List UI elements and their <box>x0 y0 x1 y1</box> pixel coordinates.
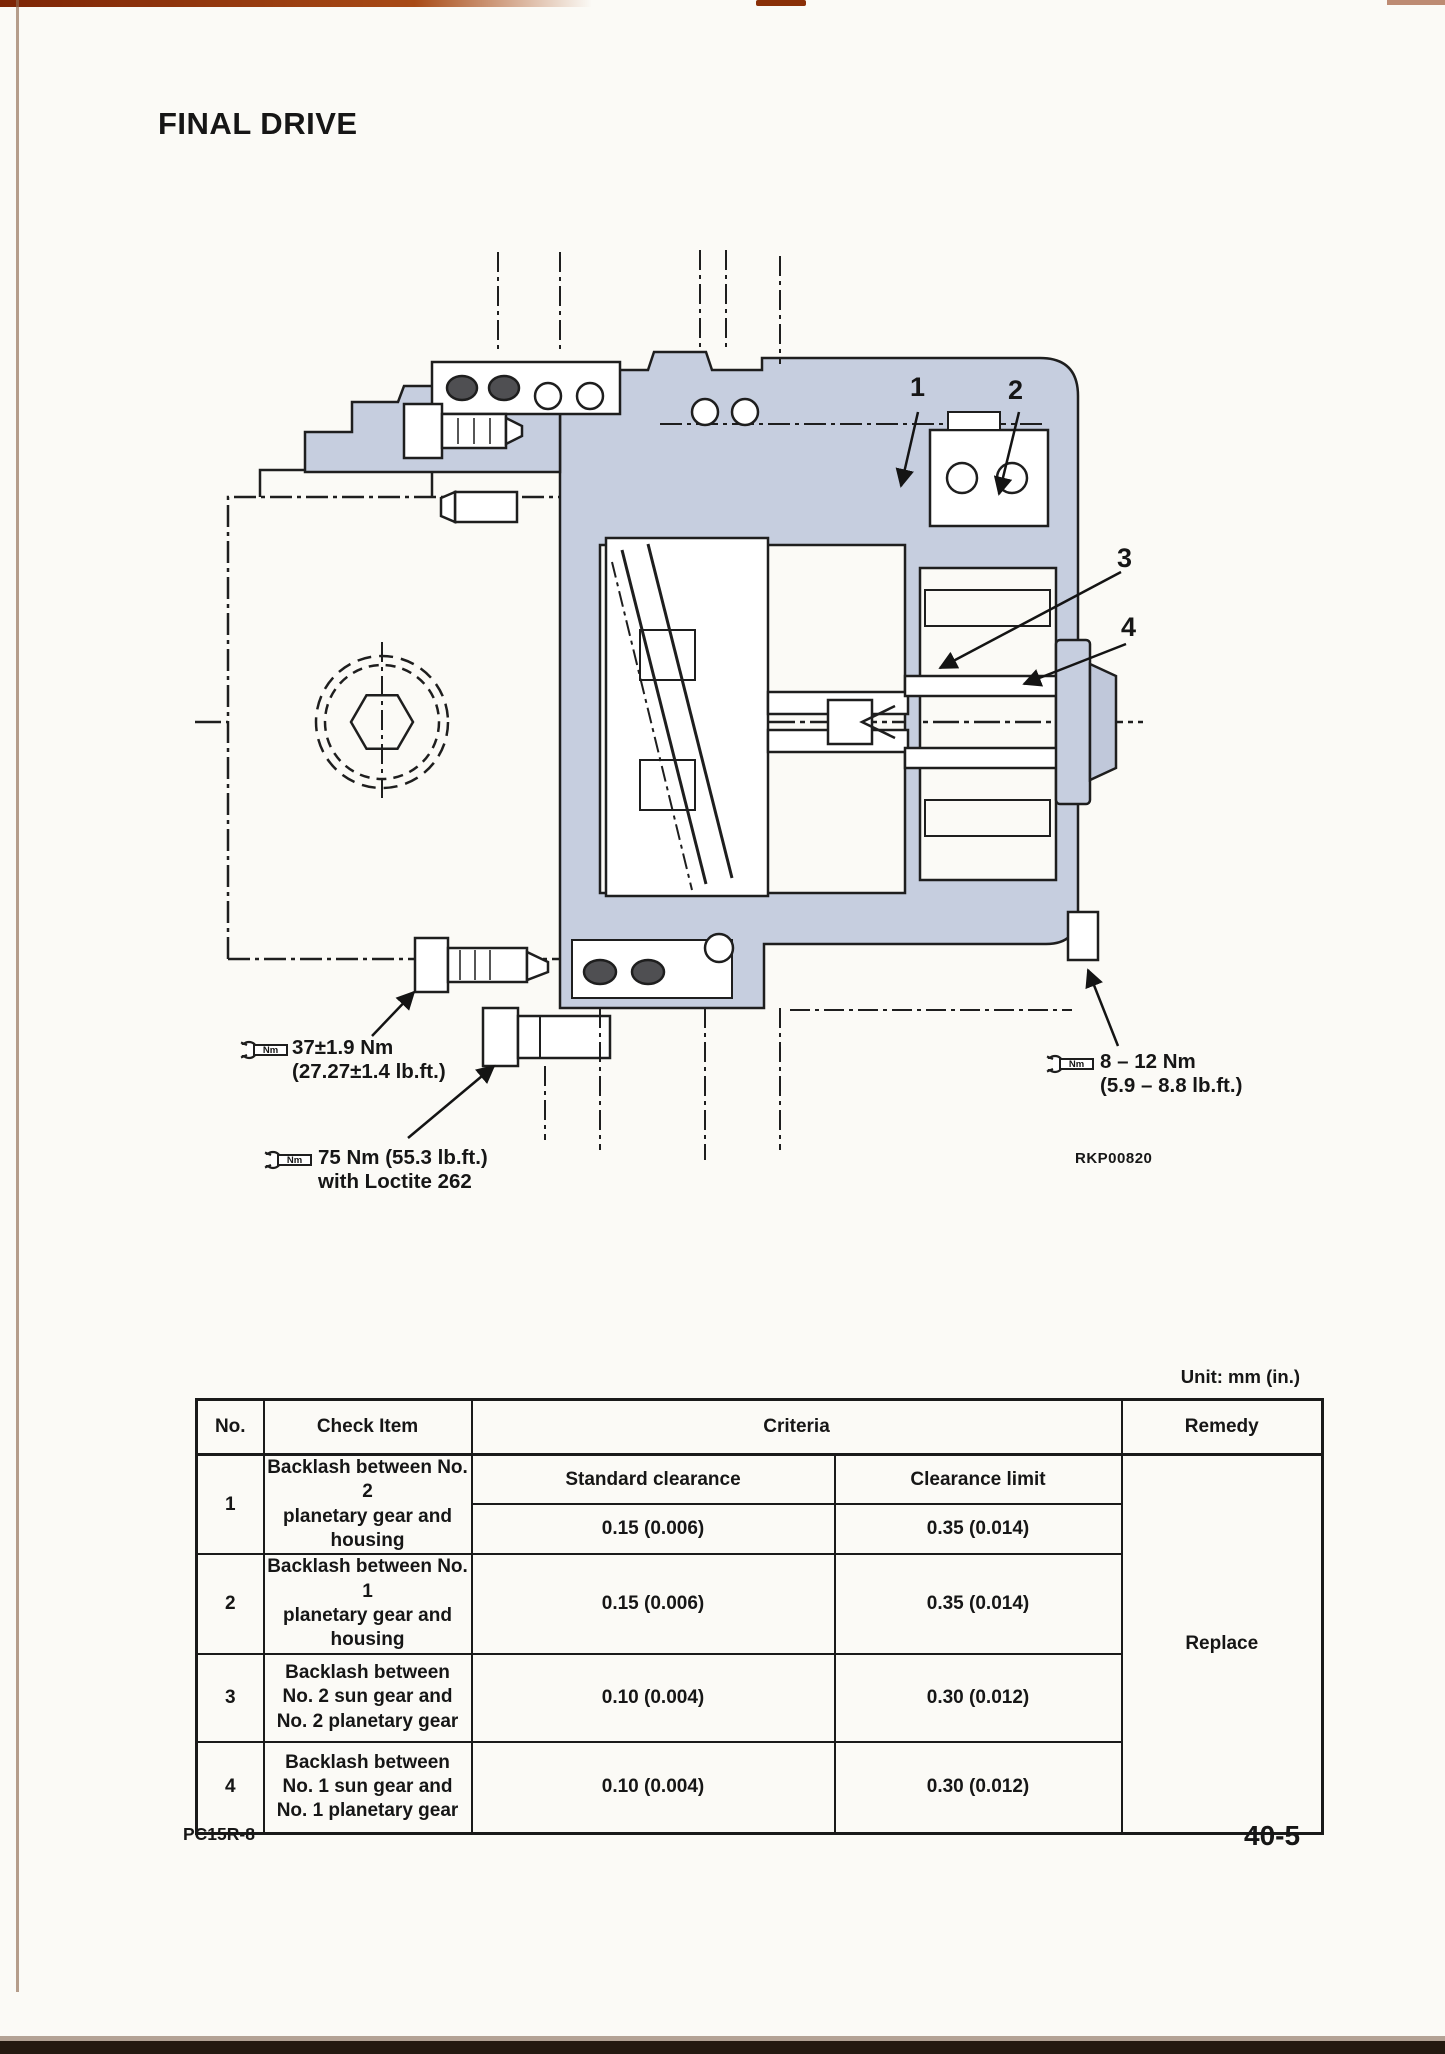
torque-wrench-icon <box>262 1152 311 1168</box>
subheader-clearance-limit: Clearance limit <box>835 1455 1122 1505</box>
callout-label-2: 2 <box>1008 375 1024 405</box>
row-no: 1 <box>197 1455 264 1555</box>
table-header-row <box>197 1400 1323 1455</box>
torque-note-75nm <box>318 1146 488 1194</box>
clearance-limit-value: 0.35 (0.014) <box>835 1504 1122 1554</box>
row-no: 4 <box>197 1742 264 1834</box>
svg-text:Nm: Nm <box>262 1045 279 1057</box>
torque-wrench-icon <box>1044 1056 1093 1072</box>
svg-text:Nm: Nm <box>286 1155 303 1167</box>
clearance-limit-value: 0.30 (0.012) <box>835 1654 1122 1742</box>
torque-note-loctite: with Loctite 262 <box>318 1170 472 1193</box>
row-no: 2 <box>197 1554 264 1653</box>
planet-carrier <box>606 538 768 896</box>
header-remedy: Remedy <box>1122 1400 1323 1455</box>
header-no: No. <box>197 1400 264 1455</box>
standard-clearance-value: 0.15 (0.006) <box>472 1554 835 1653</box>
standard-clearance-value: 0.15 (0.006) <box>472 1504 835 1554</box>
torque-value-imperial: (5.9 – 8.8 lb.ft.) <box>1100 1074 1243 1097</box>
row-no: 3 <box>197 1654 264 1742</box>
left-check-plug <box>441 492 517 522</box>
backlash-spec-table <box>195 1398 1324 1835</box>
page-number: 40-5 <box>1244 1820 1301 1851</box>
clearance-limit-value: 0.35 (0.014) <box>835 1554 1122 1653</box>
check-item-cell: Backlash between No. 2 planetary gear and housing <box>264 1455 472 1555</box>
torque-value: 75 Nm (55.3 lb.ft.) <box>318 1146 488 1169</box>
check-item-cell: Backlash between No. 2 sun gear and No. 2 planetary gear <box>264 1654 472 1742</box>
callout-label-4: 4 <box>1121 612 1137 642</box>
clearance-limit-value: 0.30 (0.012) <box>835 1742 1122 1834</box>
table-row-1a <box>197 1455 1323 1505</box>
figure-code: RKP00820 <box>1075 1150 1153 1167</box>
torque-note-8-12nm <box>1100 1050 1242 1098</box>
unit-label: Unit: mm (in.) <box>1180 1366 1300 1387</box>
callout-label-1: 1 <box>910 372 926 402</box>
torque-note-37nm <box>292 1036 446 1084</box>
torque-value: 8 – 12 Nm <box>1100 1050 1196 1073</box>
no2-planetary-gear-set <box>930 412 1048 526</box>
footer-model-code: PC15R-8 <box>183 1824 255 1844</box>
check-item-cell: Backlash between No. 1 sun gear and No. 1 planetary gear <box>264 1742 472 1834</box>
header-check-item: Check Item <box>264 1400 472 1455</box>
standard-clearance-value: 0.10 (0.004) <box>472 1742 835 1834</box>
header-criteria: Criteria <box>472 1400 1122 1455</box>
torque-wrench-icon <box>238 1042 287 1058</box>
check-item-cell: Backlash between No. 1 planetary gear and housing <box>264 1554 472 1653</box>
torque-value: 37±1.9 Nm <box>292 1036 394 1059</box>
svg-text:Nm: Nm <box>1068 1059 1085 1071</box>
torque-value-imperial: (27.27±1.4 lb.ft.) <box>292 1060 446 1083</box>
page-title: FINAL DRIVE <box>158 106 358 141</box>
standard-clearance-value: 0.10 (0.004) <box>472 1654 835 1742</box>
subheader-standard-clearance: Standard clearance <box>472 1455 835 1505</box>
hydraulic-motor-outline <box>228 455 560 959</box>
remedy-value-cell: Replace <box>1122 1455 1323 1834</box>
callout-label-3: 3 <box>1117 543 1133 573</box>
